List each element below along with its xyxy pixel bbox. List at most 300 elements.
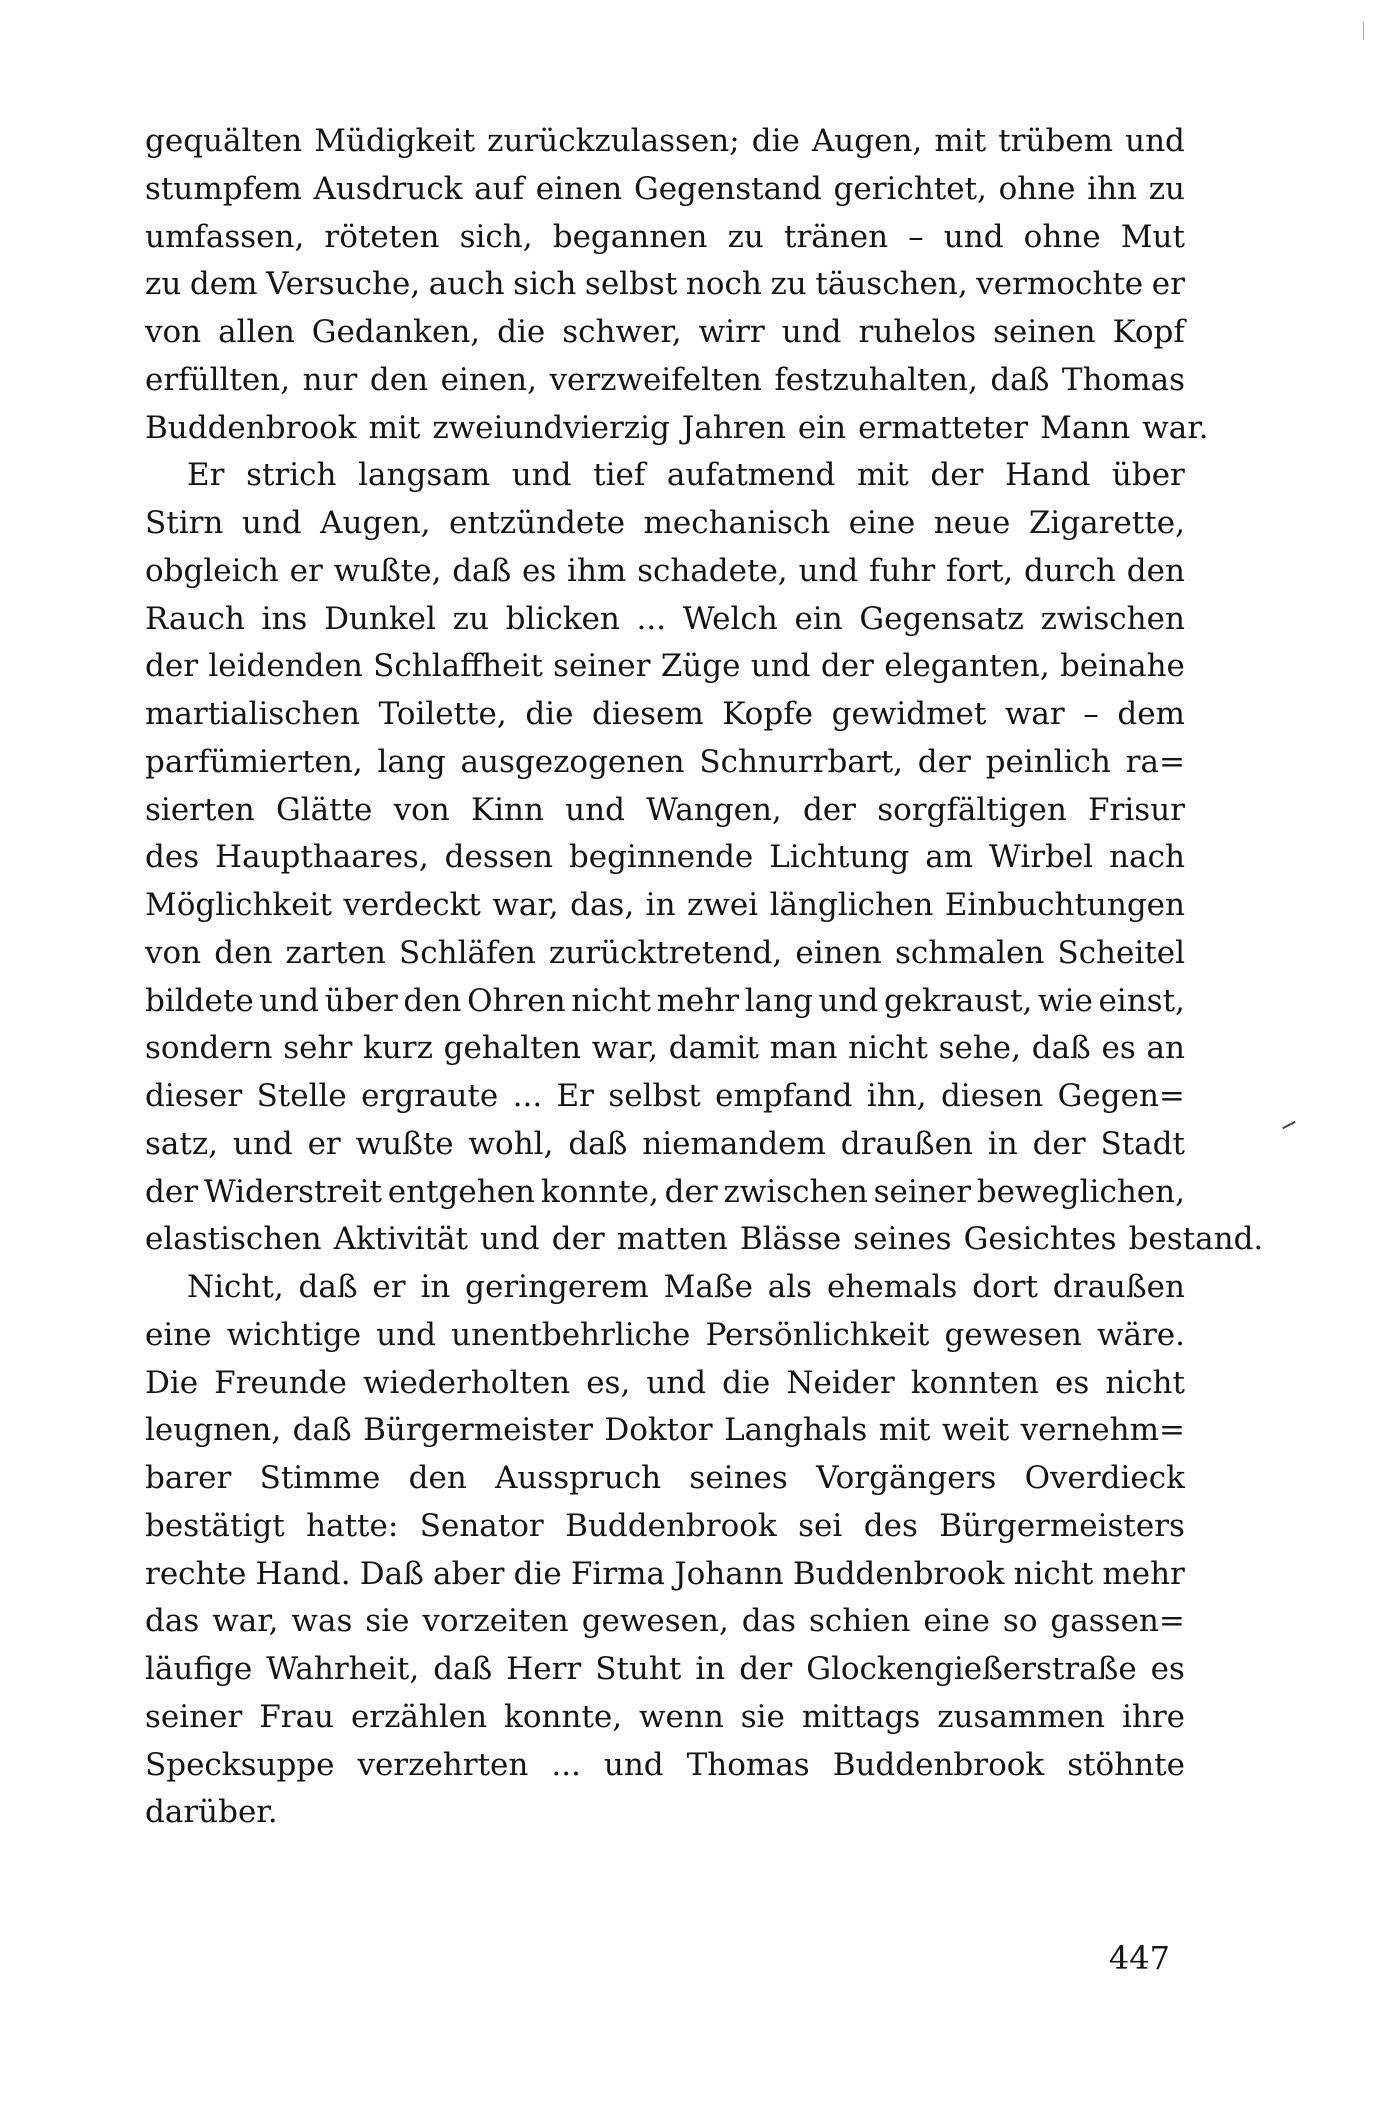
word: Mann: [1040, 409, 1131, 446]
word: wohl,: [468, 1125, 554, 1162]
text-line: [145, 1742, 1185, 1790]
word: der: [664, 1173, 718, 1210]
word: Kopfe: [722, 696, 814, 732]
word: gequälten: [145, 123, 303, 159]
word: Overdieck: [1024, 1460, 1185, 1496]
word: ihm: [567, 552, 627, 589]
text-line: [145, 1360, 1185, 1408]
word: Dunkel: [324, 600, 436, 637]
text-line: [145, 452, 1185, 500]
word: stöhnte: [1067, 1746, 1185, 1783]
word: war,: [212, 1603, 279, 1640]
text-line: [145, 1789, 1185, 1837]
word: und: [646, 1364, 707, 1401]
word: fuhr: [868, 552, 936, 589]
word: Kopf: [1112, 314, 1185, 350]
word: Kinn: [470, 791, 544, 828]
text-line: [145, 930, 1185, 978]
word: niemandem: [642, 1125, 826, 1162]
word: mechanisch: [643, 505, 831, 541]
word: daß: [1031, 1030, 1091, 1067]
word: Versuche,: [266, 266, 421, 303]
word: empfand: [715, 1078, 853, 1114]
word: nicht: [571, 982, 651, 1019]
word: durch: [1024, 552, 1116, 589]
word: entzündete: [449, 505, 626, 541]
word: Ausspruch: [495, 1460, 662, 1496]
word: selbst: [608, 1078, 701, 1114]
word: beinahe: [1060, 648, 1185, 685]
word: vernehm=: [1020, 1412, 1185, 1449]
word: die: [722, 1364, 771, 1401]
word: war,: [492, 887, 559, 923]
word: Senator: [419, 1507, 544, 1544]
word: Er: [187, 457, 225, 494]
word: als: [767, 1269, 813, 1305]
word: konnten: [910, 1364, 1039, 1401]
word: und: [479, 1221, 540, 1258]
word: blicken: [505, 600, 620, 637]
word: wiederholten: [363, 1364, 571, 1401]
word: gekraust,: [883, 982, 1033, 1019]
word: zurücktretend,: [548, 934, 783, 971]
word: ...: [512, 1078, 543, 1114]
word: strich: [246, 457, 337, 494]
word: den: [403, 982, 462, 1019]
word: Lichtung: [769, 839, 910, 876]
word: bestand.: [1128, 1221, 1264, 1258]
word: Jahren: [681, 409, 786, 446]
word: –: [1083, 696, 1099, 732]
word: verzweifelten: [549, 361, 762, 398]
word: er: [307, 1125, 341, 1162]
text-line: [145, 214, 1185, 262]
word: der: [802, 791, 856, 828]
word: allen: [218, 314, 295, 350]
word: daß: [292, 1412, 352, 1449]
text-line: [145, 1646, 1185, 1694]
word: und: [565, 791, 625, 828]
word: Johann: [674, 1555, 784, 1592]
word: mit: [934, 123, 987, 159]
word: über: [324, 982, 398, 1019]
word: Bürgermeisters: [939, 1507, 1185, 1544]
word: die: [513, 1555, 562, 1592]
word: ohne: [1023, 218, 1101, 255]
word: dort: [972, 1269, 1038, 1305]
word: tief: [593, 457, 646, 494]
word: und: [818, 982, 879, 1019]
word: das: [145, 1603, 200, 1640]
word: nicht: [1105, 1364, 1185, 1401]
word: war.: [1142, 409, 1209, 446]
word: schien: [808, 1603, 911, 1640]
word: zweiundvierzig: [432, 409, 670, 446]
word: Stimme: [259, 1460, 381, 1496]
word: es: [1101, 1030, 1136, 1067]
word: so: [1002, 1603, 1038, 1640]
text-line: [145, 405, 1209, 453]
text-line: [145, 691, 1185, 739]
word: ohne: [998, 170, 1076, 207]
word: gassen=: [1050, 1603, 1185, 1640]
word: ein: [794, 600, 843, 637]
word: und: [241, 505, 302, 541]
word: man: [769, 1030, 838, 1067]
word: Frau: [259, 1698, 335, 1735]
text-line: [145, 548, 1185, 596]
word: ihn: [1087, 170, 1138, 207]
text-line: [145, 118, 1185, 166]
word: –: [908, 218, 924, 255]
word: in: [987, 1125, 1018, 1162]
word: einst,: [1098, 982, 1185, 1019]
word: der: [145, 648, 199, 685]
word: der: [551, 1221, 605, 1258]
word: wirr: [698, 314, 765, 350]
word: mehr: [656, 982, 740, 1019]
word: gewidmet: [831, 696, 987, 732]
word: er: [372, 1269, 406, 1305]
word: Buddenbrook: [792, 1555, 1005, 1592]
word: Gegenstand: [633, 170, 822, 207]
word: Möglichkeit: [145, 887, 332, 923]
word: Schlaffheit: [373, 648, 543, 685]
word: diesen: [940, 1078, 1044, 1114]
word: täuschen,: [815, 266, 968, 303]
word: und: [603, 1746, 664, 1783]
word: Stadt: [1100, 1125, 1185, 1162]
word: Stuht: [595, 1651, 682, 1687]
word: matten: [616, 1221, 728, 1258]
word: den: [214, 934, 273, 971]
word: sorgfältigen: [877, 791, 1067, 828]
word: Gedanken,: [311, 314, 481, 350]
text-line: [145, 596, 1185, 644]
word: es,: [586, 1364, 631, 1401]
word: von: [393, 791, 450, 828]
word: ermatteter: [858, 409, 1029, 446]
word: erfüllten,: [145, 361, 291, 398]
word: Buddenbrook: [832, 1746, 1045, 1783]
word: in: [420, 1269, 451, 1305]
word: zu: [770, 266, 807, 303]
word: zusammen: [937, 1698, 1106, 1735]
word: leugnen,: [145, 1412, 282, 1449]
word: Doktor: [604, 1412, 713, 1449]
word: ihre: [1121, 1698, 1185, 1735]
word: von: [145, 314, 202, 350]
word: und: [943, 218, 1004, 255]
word: Widerstreit: [203, 1173, 382, 1210]
word: und: [781, 314, 842, 350]
word: zwischen: [1040, 600, 1185, 637]
word: vermochte: [976, 266, 1144, 303]
word: Gegen=: [1057, 1078, 1185, 1114]
word: Er: [556, 1078, 594, 1114]
word: seiner: [145, 1698, 243, 1735]
word: martialischen: [145, 696, 360, 732]
body-text: [145, 118, 1264, 1837]
word: hatte:: [306, 1507, 399, 1544]
margin-mark: [1282, 1121, 1295, 1129]
word: Blässe: [739, 1221, 842, 1258]
word: ra=: [1125, 743, 1185, 780]
word: über: [1111, 457, 1185, 494]
word: daß: [452, 552, 512, 589]
word: und: [232, 1125, 293, 1162]
word: war: [1004, 696, 1065, 732]
word: sehe,: [938, 1030, 1021, 1067]
word: läufige: [145, 1651, 253, 1687]
word: wußte,: [333, 552, 442, 589]
text-line: [145, 500, 1185, 548]
word: Daß: [359, 1555, 424, 1592]
word: eine: [848, 505, 916, 541]
word: Welch: [682, 600, 778, 637]
word: sich,: [459, 218, 533, 255]
word: war,: [591, 1030, 659, 1067]
word: Mut: [1120, 218, 1185, 255]
word: wie: [1038, 982, 1093, 1019]
text-line: [145, 1121, 1185, 1169]
word: sie: [740, 1698, 785, 1735]
word: nur: [302, 361, 358, 398]
word: Neider: [786, 1364, 895, 1401]
word: nicht: [848, 1030, 928, 1067]
word: Gesichtes: [963, 1221, 1117, 1258]
word: zwischen: [723, 1173, 868, 1210]
text-line: [145, 643, 1185, 691]
word: daß: [433, 1651, 493, 1687]
word: Rauch: [145, 600, 245, 637]
word: umfassen,: [145, 218, 305, 255]
word: sei: [798, 1507, 843, 1544]
word: ausgezogenen: [460, 743, 685, 780]
text-line: [145, 1694, 1185, 1742]
word: es: [1054, 1364, 1090, 1401]
word: eine: [145, 1316, 212, 1353]
text-line: [145, 357, 1185, 405]
word: erzählen: [350, 1698, 488, 1735]
word: bildete: [145, 982, 254, 1019]
word: sich: [513, 266, 577, 303]
word: Maße: [663, 1269, 753, 1305]
word: schadete,: [637, 552, 788, 589]
word: zu: [727, 218, 764, 255]
word: Buddenbrook: [145, 409, 357, 446]
word: mit: [368, 409, 421, 446]
word: seinen: [993, 314, 1096, 350]
word: die: [497, 314, 546, 350]
word: daß: [568, 1125, 628, 1162]
word: neue: [933, 505, 1011, 541]
word: und: [376, 1316, 437, 1353]
word: Herr: [506, 1651, 582, 1687]
word: Buddenbrook: [565, 1507, 777, 1544]
word: draußen: [840, 1125, 973, 1162]
word: seiner: [553, 648, 651, 685]
word: gewesen: [944, 1316, 1082, 1353]
word: sierten: [145, 791, 255, 828]
word: Hand.: [255, 1555, 351, 1592]
word: Haupthaares,: [215, 839, 429, 876]
word: und: [511, 457, 572, 494]
word: Scheitel: [1057, 934, 1185, 971]
word: Aktivität: [333, 1221, 468, 1258]
word: sehr: [283, 1030, 353, 1067]
word: einen: [535, 170, 623, 207]
word: Persönlichkeit: [705, 1316, 930, 1353]
word: fort,: [945, 552, 1014, 589]
word: Thomas: [686, 1746, 810, 1783]
word: Augen,: [811, 123, 923, 159]
word: elastischen: [145, 1221, 322, 1258]
word: und: [259, 982, 320, 1019]
word: mit: [856, 457, 909, 494]
word: begannen: [552, 218, 708, 255]
word: beginnende: [568, 839, 754, 876]
text-line: [145, 882, 1185, 930]
text-line: [145, 1264, 1185, 1312]
text-line: [145, 1073, 1185, 1121]
word: leidenden: [208, 648, 363, 685]
word: dem: [1117, 696, 1185, 732]
word: wußte: [355, 1125, 454, 1162]
word: seines: [689, 1460, 788, 1496]
word: am: [925, 839, 974, 876]
word: konnte,: [540, 1173, 659, 1210]
word: Vorgängers: [816, 1460, 997, 1496]
word: unentbehrliche: [451, 1316, 691, 1353]
word: dem: [189, 266, 258, 303]
word: Bürgermeister: [363, 1412, 593, 1449]
text-line: [145, 787, 1185, 835]
word: wäre.: [1096, 1316, 1185, 1353]
word: die: [751, 123, 800, 159]
word: ...: [551, 1746, 581, 1783]
word: zurückzulassen;: [487, 123, 740, 159]
word: darüber.: [145, 1794, 278, 1831]
word: Frisur: [1088, 791, 1185, 828]
word: rechte: [145, 1555, 247, 1592]
word: noch: [685, 266, 762, 303]
word: kurz: [363, 1030, 433, 1067]
word: draußen: [1052, 1269, 1185, 1305]
word: ins: [261, 600, 308, 637]
word: Einbuchtungen: [944, 887, 1185, 923]
word: verdeckt: [343, 887, 481, 923]
word: Wahrheit,: [266, 1651, 420, 1687]
word: der: [145, 1173, 199, 1210]
word: gerichtet,: [833, 170, 987, 207]
word: Zigarette,: [1028, 505, 1185, 541]
text-line: [145, 309, 1185, 357]
word: bestätigt: [145, 1507, 285, 1544]
text-line: [145, 1503, 1185, 1551]
word: ehemals: [826, 1269, 958, 1305]
word: ein: [797, 409, 847, 446]
word: zu: [452, 600, 489, 637]
word: festzuhalten,: [774, 361, 978, 398]
word: tränen: [784, 218, 889, 255]
word: der: [917, 743, 971, 780]
word: Glockengießerstraße: [806, 1651, 1137, 1687]
word: der: [930, 457, 984, 494]
word: parfümierten,: [145, 743, 363, 780]
word: daß: [990, 361, 1050, 398]
word: satz,: [145, 1125, 219, 1162]
word: vorzeiten: [422, 1603, 569, 1640]
word: von: [145, 934, 202, 971]
word: des: [145, 839, 200, 876]
word: ruhelos: [858, 314, 977, 350]
word: weit: [941, 1412, 1010, 1449]
word: er: [289, 552, 323, 589]
word: barer: [145, 1460, 232, 1496]
word: langsam: [358, 457, 491, 494]
word: geringerem: [465, 1269, 649, 1305]
word: er: [1151, 266, 1185, 303]
word: die: [525, 696, 574, 732]
word: konnte,: [504, 1698, 623, 1735]
word: dieser: [145, 1078, 243, 1114]
word: Schnurrbart,: [699, 743, 903, 780]
word: den: [408, 1460, 467, 1496]
word: Stelle: [256, 1078, 347, 1114]
word: des: [863, 1507, 918, 1544]
word: schmalen: [895, 934, 1045, 971]
page-number: 447: [1108, 1939, 1170, 1977]
word: Thomas: [1061, 361, 1185, 398]
word: gehalten: [443, 1030, 581, 1067]
word: Wangen,: [646, 791, 782, 828]
word: trübem: [998, 123, 1114, 159]
word: schwer,: [562, 314, 682, 350]
scan-edge-mark: [1363, 22, 1364, 40]
word: Hand: [1004, 457, 1091, 494]
text-line: [145, 978, 1185, 1026]
word: in: [695, 1651, 726, 1687]
word: und: [798, 552, 859, 589]
word: daß: [298, 1269, 358, 1305]
word: Schläfen: [399, 934, 536, 971]
word: lang: [377, 743, 446, 780]
word: einen: [795, 934, 882, 971]
word: stumpfem: [145, 170, 302, 207]
text-line: [145, 1025, 1185, 1073]
text-line: [145, 1455, 1185, 1503]
word: aber: [433, 1555, 505, 1592]
word: es: [522, 552, 557, 589]
word: Langhals: [724, 1412, 868, 1449]
word: wenn: [639, 1698, 724, 1735]
word: es: [1150, 1651, 1185, 1687]
word: Müdigkeit: [314, 123, 476, 159]
word: dessen: [444, 839, 553, 876]
word: nicht: [1013, 1555, 1094, 1592]
word: und: [750, 648, 811, 685]
word: Wirbel: [989, 839, 1094, 876]
word: auch: [428, 266, 505, 303]
word: sie: [365, 1603, 410, 1640]
word: Firma: [570, 1555, 666, 1592]
word: eine: [923, 1603, 990, 1640]
word: auf: [474, 170, 525, 207]
word: mit: [878, 1412, 931, 1449]
word: Ausdruck: [313, 170, 463, 207]
word: Augen,: [320, 505, 431, 541]
